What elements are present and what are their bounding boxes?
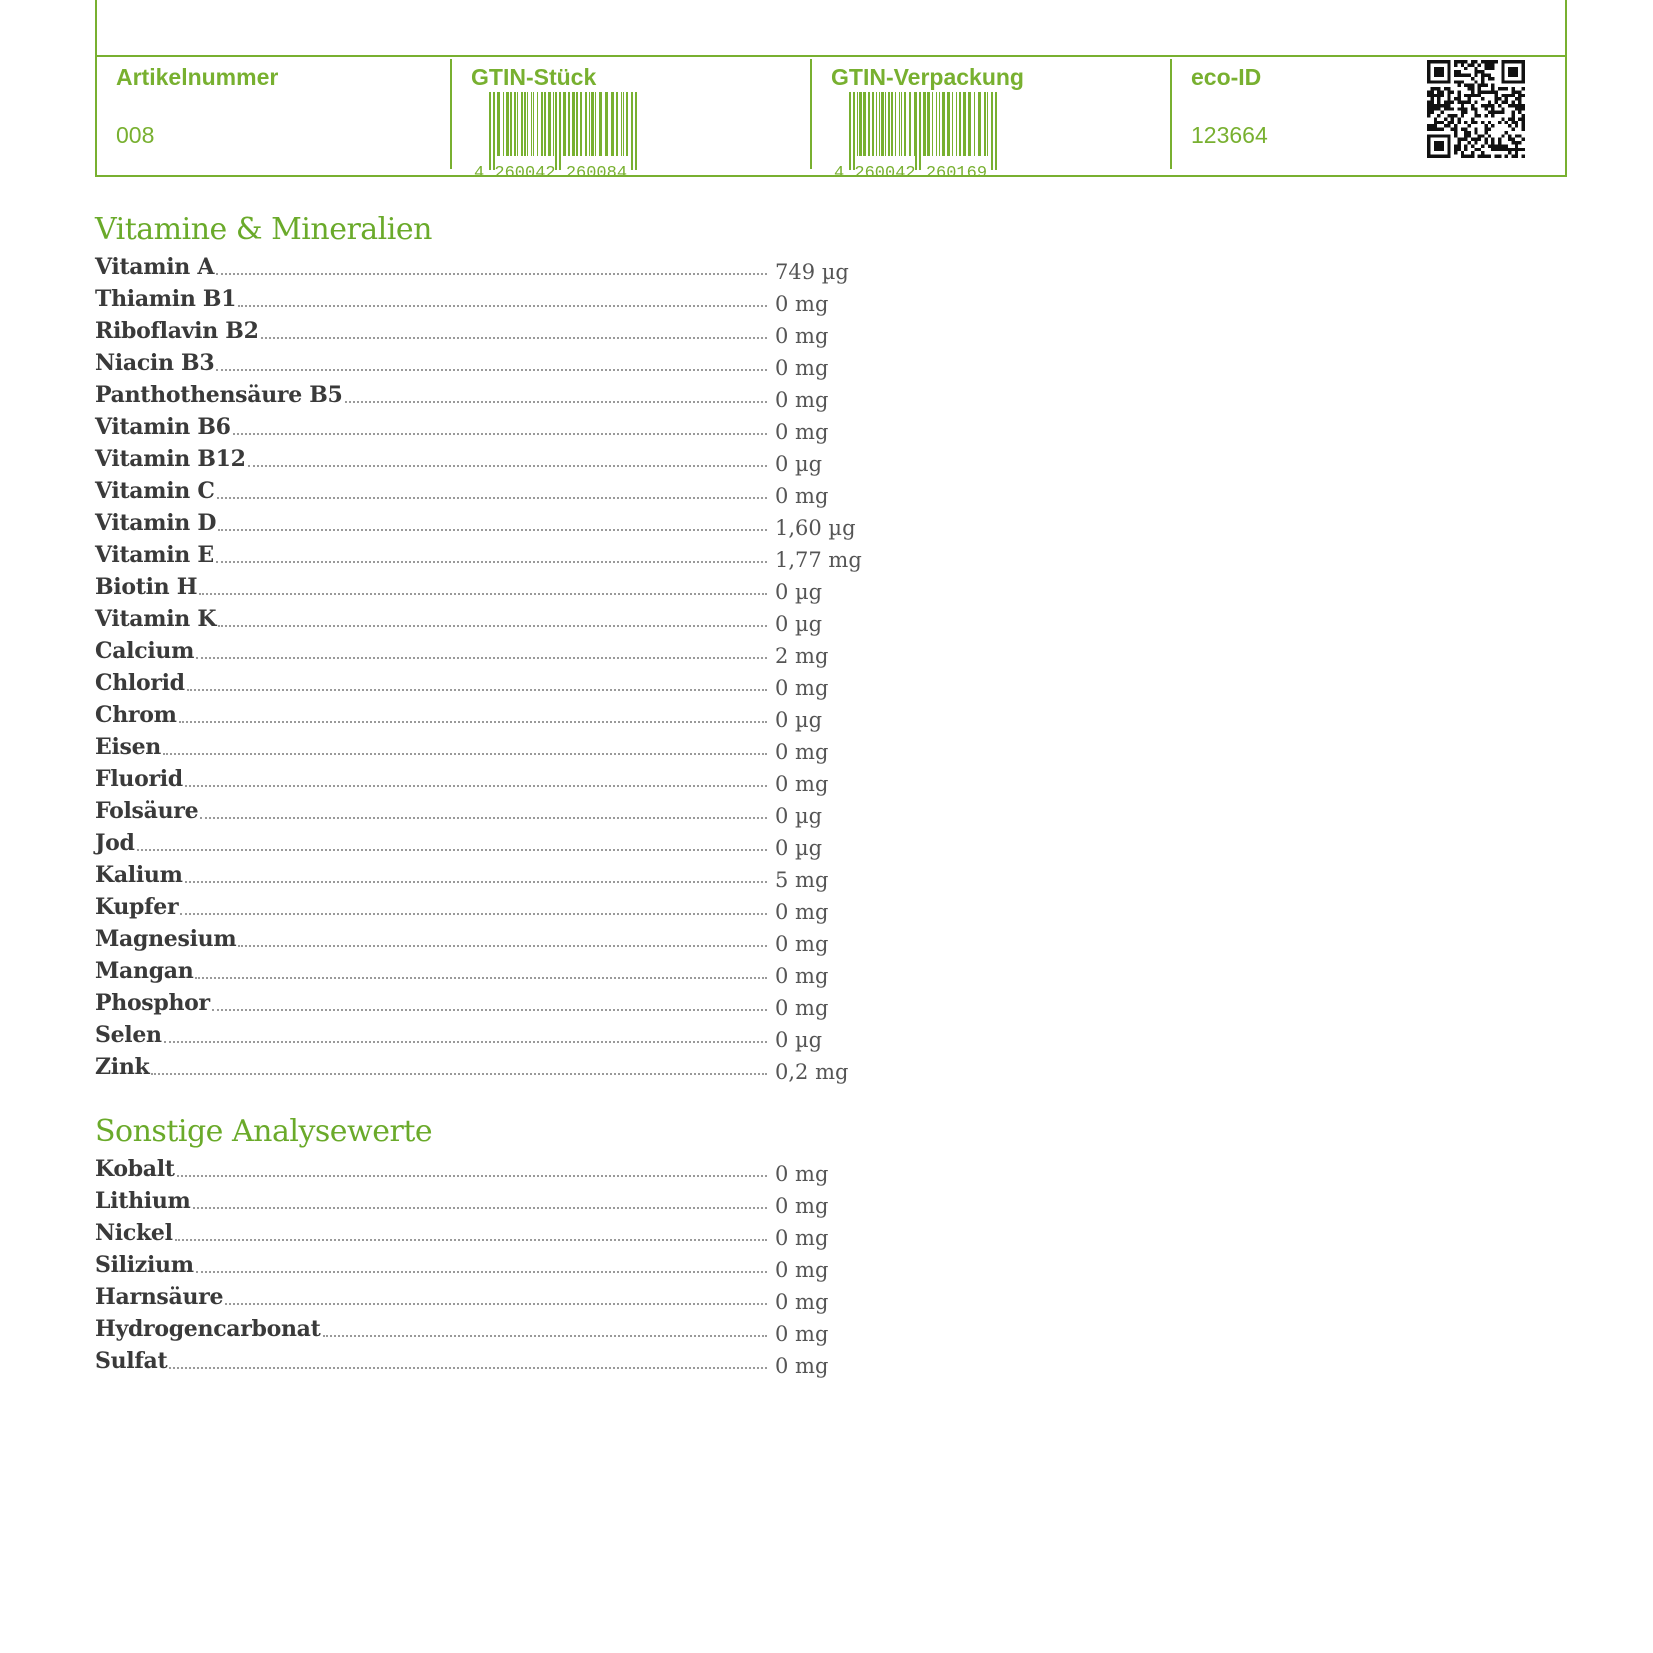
dot-leader bbox=[137, 848, 767, 851]
nutrient-name: Panthothensäure B5 bbox=[95, 382, 343, 408]
nutrient-name: Fluorid bbox=[95, 766, 183, 792]
nutrient-row bbox=[95, 440, 855, 476]
dot-leader bbox=[185, 784, 767, 787]
dot-leader bbox=[195, 976, 767, 979]
nutrient-value: 0 µg bbox=[775, 452, 823, 476]
nutrient-value: 0 mg bbox=[775, 932, 829, 956]
nutrient-value: 0 mg bbox=[775, 1226, 829, 1250]
nutrient-value: 0 mg bbox=[775, 740, 829, 764]
dot-leader bbox=[216, 272, 767, 275]
nutrient-value: 0,2 mg bbox=[775, 1060, 849, 1084]
dot-leader bbox=[177, 1174, 767, 1177]
artikelnummer-value: 008 bbox=[116, 122, 155, 148]
dot-leader bbox=[217, 496, 767, 499]
nutrient-name: Riboflavin B2 bbox=[95, 318, 259, 344]
nutrient-name: Vitamin C bbox=[95, 478, 215, 504]
nutrient-value: 0 µg bbox=[775, 708, 823, 732]
nutrient-row bbox=[95, 344, 855, 380]
nutrient-value: 0 mg bbox=[775, 1354, 829, 1378]
nutrient-name: Silizium bbox=[95, 1252, 194, 1278]
dot-leader bbox=[216, 368, 767, 371]
nutrient-row bbox=[95, 824, 855, 860]
vitamine-list bbox=[95, 248, 862, 1084]
nutrient-row bbox=[95, 568, 855, 604]
nutrient-row bbox=[95, 1310, 855, 1346]
nutrient-value: 5 mg bbox=[775, 868, 829, 892]
qr-code-icon bbox=[1427, 60, 1525, 158]
nutrient-row bbox=[95, 408, 855, 444]
gtin-stueck-label: GTIN-Stück bbox=[471, 64, 597, 90]
dot-leader bbox=[185, 880, 767, 883]
dot-leader bbox=[196, 1270, 767, 1273]
nutrient-value: 1,60 µg bbox=[775, 516, 856, 540]
nutrient-name: Chlorid bbox=[95, 670, 185, 696]
nutrient-value: 0 µg bbox=[775, 804, 823, 828]
dot-leader bbox=[199, 592, 767, 595]
nutrient-row bbox=[95, 696, 855, 732]
nutrient-row bbox=[95, 760, 855, 796]
nutrient-name: Vitamin E bbox=[95, 542, 214, 568]
nutrient-name: Kobalt bbox=[95, 1156, 175, 1182]
nutrient-name: Sulfat bbox=[95, 1348, 168, 1374]
dot-leader bbox=[164, 1040, 767, 1043]
nutrient-name: Nickel bbox=[95, 1220, 173, 1246]
nutrient-name: Vitamin B12 bbox=[95, 446, 246, 472]
nutrient-name: Harnsäure bbox=[95, 1284, 224, 1310]
dot-leader bbox=[323, 1334, 767, 1337]
nutrient-name: Vitamin A bbox=[95, 254, 215, 280]
nutrient-name: Mangan bbox=[95, 958, 194, 984]
nutrient-row bbox=[95, 984, 855, 1020]
gtin-verpackung-digits: 4 260042 260169 bbox=[834, 164, 988, 178]
sonstige-title: Sonstige Analysewerte bbox=[95, 1114, 433, 1149]
dot-leader bbox=[212, 1008, 767, 1011]
nutrient-name: Thiamin B1 bbox=[95, 286, 237, 312]
nutrient-row bbox=[95, 1214, 855, 1250]
nutrient-value: 0 mg bbox=[775, 356, 829, 380]
vitamine-section bbox=[95, 212, 862, 1084]
nutrient-value: 0 mg bbox=[775, 900, 829, 924]
nutrient-row bbox=[95, 632, 855, 668]
nutrient-row bbox=[95, 536, 862, 572]
dot-leader bbox=[238, 944, 767, 947]
dot-leader bbox=[200, 816, 767, 819]
box-divider bbox=[97, 55, 1565, 57]
nutrient-name: Vitamin B6 bbox=[95, 414, 231, 440]
nutrient-name: Biotin H bbox=[95, 574, 198, 600]
dot-leader bbox=[179, 720, 767, 723]
nutrient-row bbox=[95, 856, 855, 892]
nutrient-name: Kupfer bbox=[95, 894, 179, 920]
nutrient-value: 749 µg bbox=[775, 260, 849, 284]
dot-leader bbox=[233, 432, 767, 435]
nutrient-value: 1,77 mg bbox=[775, 548, 862, 572]
nutrient-name: Kalium bbox=[95, 862, 183, 888]
nutrient-value: 0 mg bbox=[775, 388, 829, 412]
nutrient-name: Folsäure bbox=[95, 798, 199, 824]
nutrient-name: Hydrogencarbonat bbox=[95, 1316, 321, 1342]
nutrient-row bbox=[95, 1278, 855, 1314]
nutrient-row bbox=[95, 280, 855, 316]
vitamine-title: Vitamine & Mineralien bbox=[95, 212, 432, 247]
nutrient-row bbox=[95, 312, 855, 348]
nutrient-row bbox=[95, 664, 855, 700]
sonstige-list bbox=[95, 1150, 855, 1378]
dot-leader bbox=[151, 1072, 767, 1075]
nutrient-value: 0 mg bbox=[775, 1162, 829, 1186]
nutrient-name: Vitamin D bbox=[95, 510, 217, 536]
nutrient-name: Niacin B3 bbox=[95, 350, 215, 376]
dot-leader bbox=[238, 304, 767, 307]
nutrient-value: 0 mg bbox=[775, 292, 829, 316]
nutrient-value: 0 mg bbox=[775, 324, 829, 348]
gtin-stueck-digits: 4 260042 260084 bbox=[474, 164, 628, 178]
nutrient-name: Chrom bbox=[95, 702, 177, 728]
nutrient-row bbox=[95, 248, 855, 284]
nutrient-row bbox=[95, 600, 855, 636]
nutrient-name: Eisen bbox=[95, 734, 162, 760]
nutrient-value: 0 mg bbox=[775, 1194, 829, 1218]
nutrient-value: 0 mg bbox=[775, 420, 829, 444]
dot-leader bbox=[163, 752, 767, 755]
nutrient-name: Calcium bbox=[95, 638, 195, 664]
dot-leader bbox=[248, 464, 767, 467]
nutrient-row bbox=[95, 1016, 855, 1052]
nutrient-name: Lithium bbox=[95, 1188, 191, 1214]
dot-leader bbox=[169, 1366, 767, 1369]
nutrient-row bbox=[95, 920, 855, 956]
gtin-verpackung-barcode bbox=[831, 92, 999, 178]
sonstige-section bbox=[95, 1114, 855, 1378]
dot-leader bbox=[345, 400, 767, 403]
nutrient-row bbox=[95, 792, 855, 828]
dot-leader bbox=[187, 688, 767, 691]
dot-leader bbox=[216, 560, 767, 563]
nutrient-value: 0 µg bbox=[775, 836, 823, 860]
dot-leader bbox=[180, 912, 767, 915]
nutrient-value: 0 mg bbox=[775, 1258, 829, 1282]
dot-leader bbox=[218, 528, 767, 531]
nutrient-row bbox=[95, 728, 855, 764]
artikelnummer-cell bbox=[97, 59, 447, 175]
dot-leader bbox=[196, 656, 767, 659]
nutrient-value: 0 mg bbox=[775, 484, 829, 508]
nutrient-value: 0 mg bbox=[775, 964, 829, 988]
nutrient-value: 0 µg bbox=[775, 580, 823, 604]
nutrient-row bbox=[95, 504, 856, 540]
nutrient-value: 0 mg bbox=[775, 772, 829, 796]
nutrient-row bbox=[95, 1342, 855, 1378]
nutrient-name: Magnesium bbox=[95, 926, 237, 952]
nutrient-row bbox=[95, 1048, 855, 1084]
nutrient-row bbox=[95, 888, 855, 924]
eco-id-label: eco-ID bbox=[1191, 64, 1262, 90]
nutrient-name: Zink bbox=[95, 1054, 150, 1080]
dot-leader bbox=[225, 1302, 767, 1305]
nutrient-value: 0 mg bbox=[775, 996, 829, 1020]
nutrient-value: 0 mg bbox=[775, 676, 829, 700]
nutrient-value: 0 µg bbox=[775, 612, 823, 636]
nutrient-row bbox=[95, 1150, 855, 1186]
nutrient-name: Selen bbox=[95, 1022, 162, 1048]
dot-leader bbox=[193, 1206, 767, 1209]
dot-leader bbox=[218, 624, 767, 627]
eco-id-value: 123664 bbox=[1191, 122, 1268, 148]
gtin-stueck-barcode bbox=[471, 92, 639, 178]
dot-leader bbox=[175, 1238, 767, 1241]
gtin-verpackung-cell bbox=[812, 59, 1167, 178]
artikelnummer-label: Artikelnummer bbox=[116, 64, 279, 90]
nutrient-value: 0 mg bbox=[775, 1322, 829, 1346]
nutrient-row bbox=[95, 376, 855, 412]
dot-leader bbox=[261, 336, 767, 339]
nutrient-row bbox=[95, 472, 855, 508]
nutrient-row bbox=[95, 1246, 855, 1282]
nutrient-name: Phosphor bbox=[95, 990, 210, 1016]
nutrient-value: 2 mg bbox=[775, 644, 829, 668]
nutrient-value: 0 mg bbox=[775, 1290, 829, 1314]
gtin-verpackung-label: GTIN-Verpackung bbox=[831, 64, 1024, 90]
nutrient-row bbox=[95, 1182, 855, 1218]
nutrient-name: Vitamin K bbox=[95, 606, 217, 632]
nutrient-row bbox=[95, 952, 855, 988]
nutrient-name: Jod bbox=[95, 830, 135, 856]
gtin-stueck-cell bbox=[452, 59, 807, 178]
nutrient-value: 0 µg bbox=[775, 1028, 823, 1052]
